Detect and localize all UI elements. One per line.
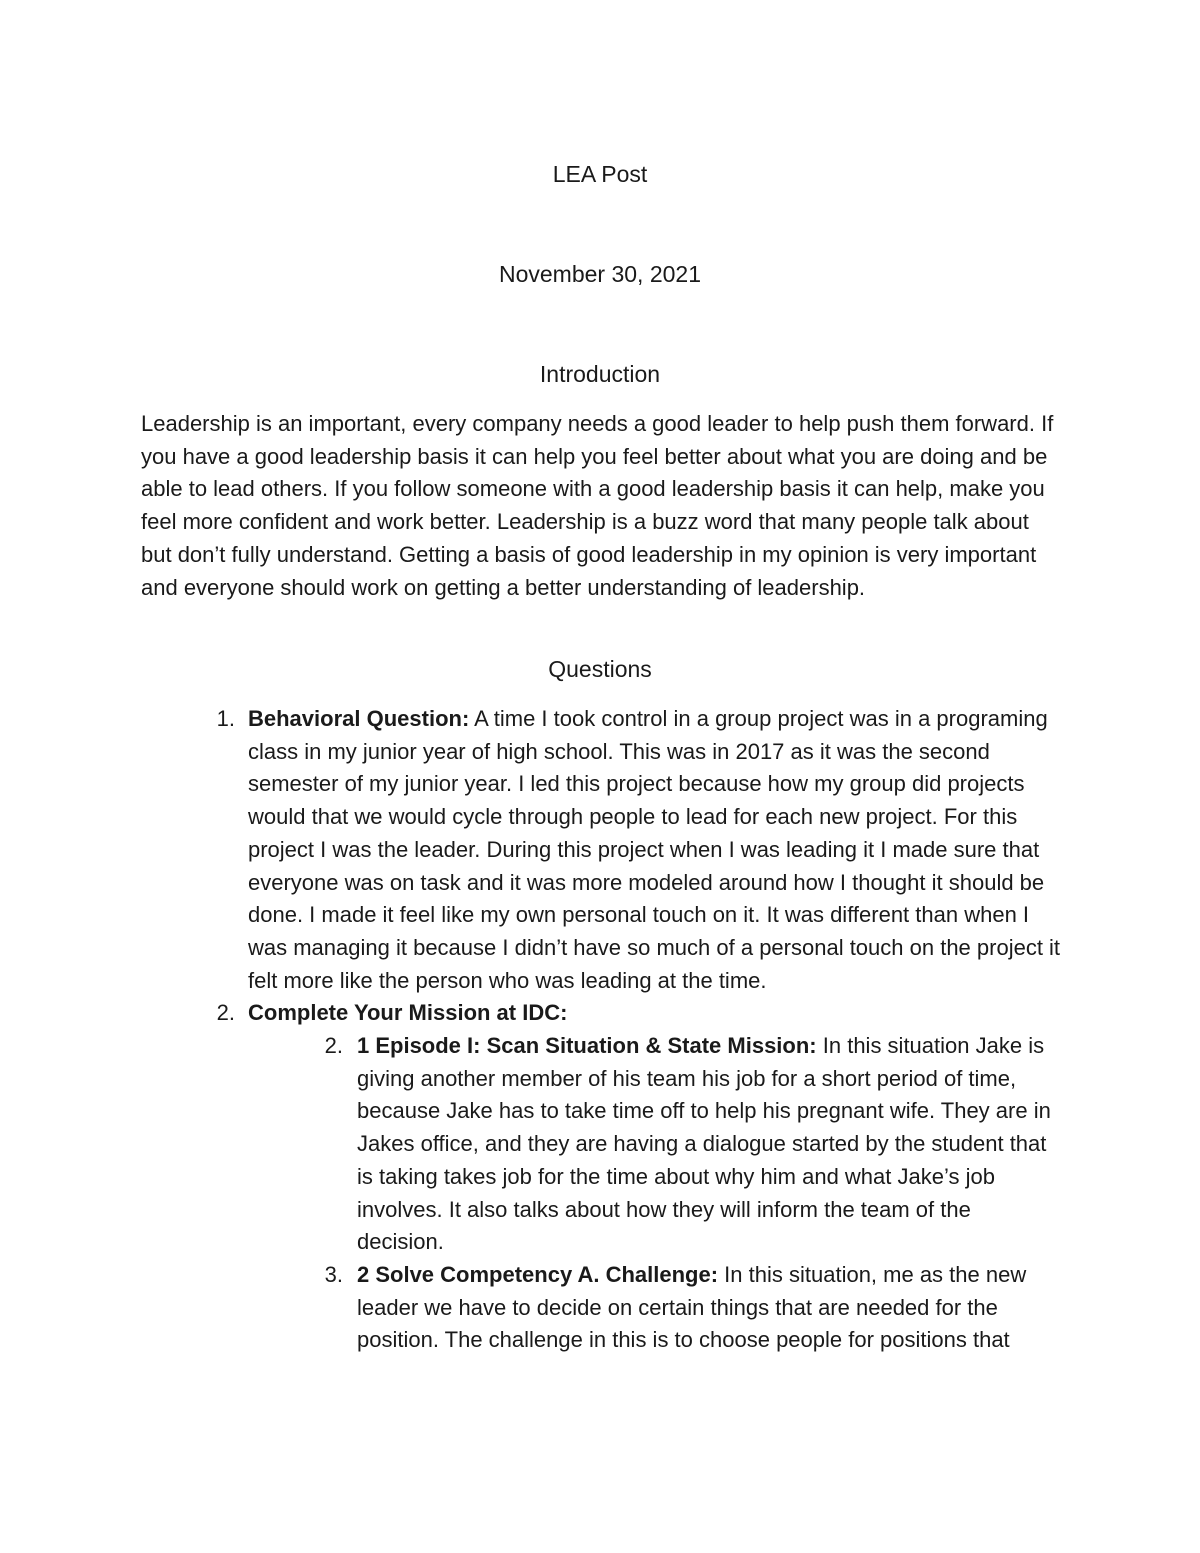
list-item-text bbox=[248, 997, 1068, 1030]
list-item-text bbox=[248, 703, 1068, 997]
introduction-paragraph: Leadership is an important, every company needs a good leader to help push them forward. If you have a good leadership basis it can help you feel better about what you are doing and be able to lead others. If you follow someone with a good leadership basis it can help, make you feel more confident and work better. Leadership is a buzz word that many people talk about but don’t fully understand. Getting a basis of good leadership in my opinion is very important and everyone should work on getting a better understanding of leadership. bbox=[141, 411, 1054, 600]
sub-list-item-label: 2 Solve Competency A. Challenge: bbox=[357, 1261, 719, 1287]
sub-list-item-number: 3. bbox=[324, 1261, 343, 1287]
document-title: LEA Post bbox=[552, 161, 648, 187]
questions-heading: Questions bbox=[548, 656, 652, 682]
list-item bbox=[0, 997, 1200, 1030]
list-item-number: 1. bbox=[216, 706, 235, 731]
sub-list-item-text bbox=[357, 1259, 1057, 1357]
sub-list-item-body: In this situation Jake is giving another member of his team his job for a short period of time, because Jake has to take time off to help his pregnant wife. They are in Jakes office, and they are having a dialogue started by the student that is taking takes job for the time about why him and what Jake’s job involves. It also talks about how they will inform the team of the decision. bbox=[357, 1033, 1051, 1255]
questions-list bbox=[0, 703, 1200, 1357]
sub-list-item-text bbox=[357, 1030, 1057, 1259]
sub-list-item-body: In this situation, me as the new leader we have to decide on certain things that are needed for the position. The challenge in this is to choose people for positions that bbox=[357, 1261, 1027, 1353]
sub-list-item bbox=[0, 1259, 1200, 1357]
list-item-body: A time I took control in a group project was in a programing class in my junior year of high school. This was in 2017 as it was the second semester of my junior year. I led this project because how my group did projects would that we would cycle through people to lead for each new project. For this project I was the leader. During this project when I was leading it I made sure that everyone was on task and it was more modeled around how I thought it should be done. I made it feel like my own personal touch on it. It was different than when I was managing it because I didn’t have so much of a personal touch on the project it felt more like the person who was leading at the time. bbox=[248, 706, 1061, 993]
list-item bbox=[0, 703, 1200, 997]
sub-list-item-number: 2. bbox=[324, 1033, 343, 1059]
list-item-label: Behavioral Question: bbox=[248, 706, 470, 731]
list-item-label: Complete Your Mission at IDC: bbox=[248, 1000, 568, 1026]
sub-list-item-label: 1 Episode I: Scan Situation & State Mission: bbox=[357, 1033, 817, 1059]
document-date: November 30, 2021 bbox=[498, 261, 701, 287]
introduction-heading: Introduction bbox=[539, 361, 661, 387]
sub-list-item bbox=[0, 1030, 1200, 1259]
list-item-number: 2. bbox=[216, 1000, 235, 1026]
